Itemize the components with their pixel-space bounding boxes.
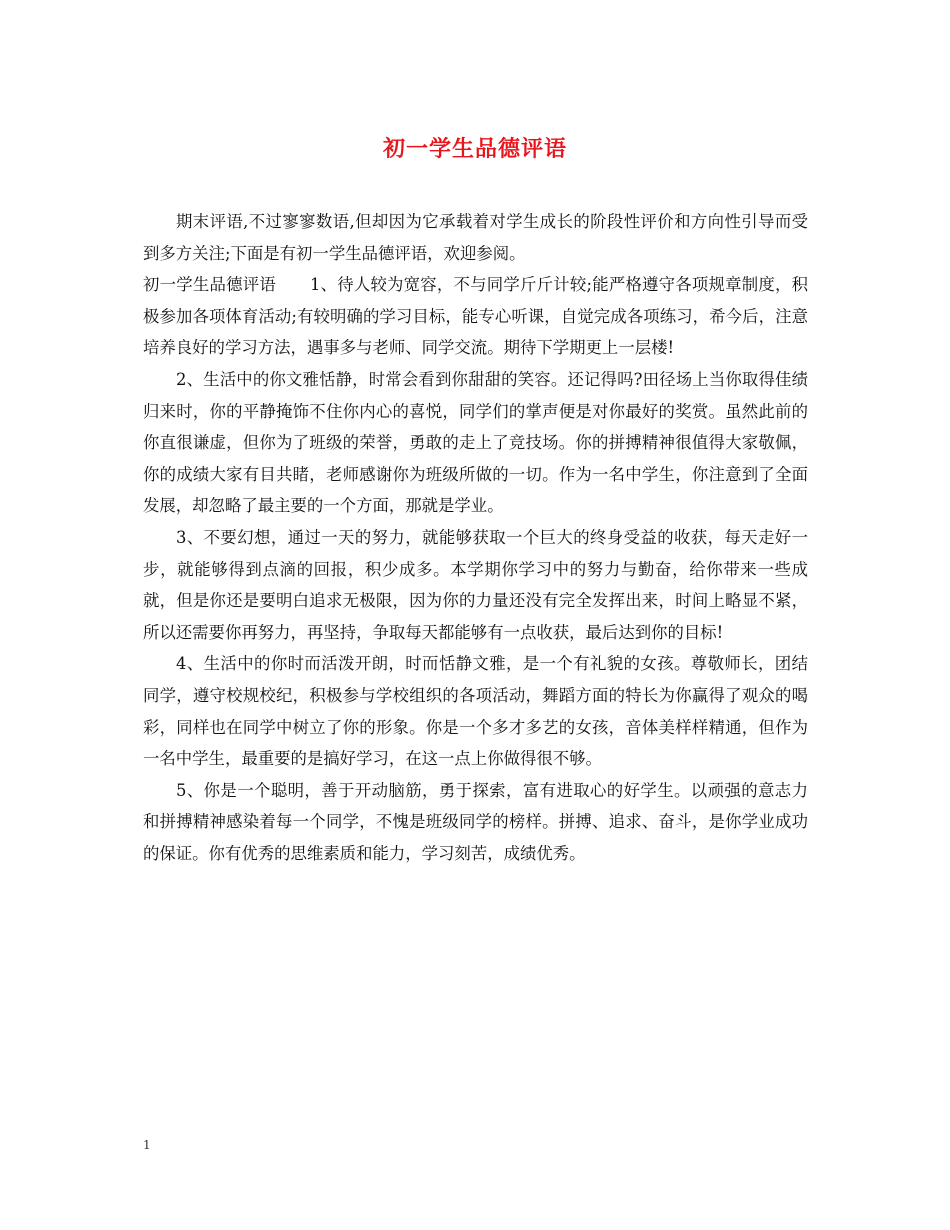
intro-paragraph: 期末评语,不过寥寥数语,但却因为它承载着对学生成长的阶段性评价和方向性引导而受到多方关注;下面是有初一学生品德评语，欢迎参阅。 — [143, 212, 808, 263]
comment-2: 2、生活中的你文雅恬静，时常会看到你甜甜的笑容。还记得吗?田径场上当你取得佳绩归来时，你的平静掩饰不住你内心的喜悦，同学们的掌声便是对你最好的奖赏。虽然此前的你直很谦虚，但你为了班级的荣誉，勇敢的走上了竞技场。你的拼搏精神很值得大家敬佩，你的成绩大家有目共睹，老师感谢你为班级所做的一切。作为一名中学生，你注意到了全面发展，却忽略了最主要的一个方面，那就是学业。 — [143, 369, 808, 516]
page-number: 1 — [143, 1138, 151, 1152]
comment-1: 1、待人较为宽容，不与同学斤斤计较;能严格遵守各项规章制度，积极参加各项体育活动;有较明确的学习目标，能专心听课，自觉完成各项练习，希今后，注意培养良好的学习方法，遇事多与老师、同学交流。期待下学期更上一层楼! — [143, 275, 808, 358]
section-paragraph-1 — [143, 269, 808, 364]
document-title: 初一学生品德评语 — [382, 136, 567, 162]
document-body — [143, 206, 808, 869]
comment-4: 4、生活中的你时而活泼开朗，时而恬静文雅，是一个有礼貌的女孩。尊敬师长，团结同学，遵守校规校纪，积极参与学校组织的各项活动，舞蹈方面的特长为你赢得了观众的喝彩，同样也在同学中树立了你的形象。你是一个多才多艺的女孩，音体美样样精通，但作为一名中学生，最重要的是搞好学习，在这一点上你做得很不够。 — [143, 654, 808, 769]
section-label: 初一学生品德评语 — [143, 275, 276, 295]
comment-5: 5、你是一个聪明，善于开动脑筋，勇于探索，富有进取心的好学生。以顽强的意志力和拼搏精神感染着每一个同学，不愧是班级同学的榜样。拼搏、追求、奋斗，是你学业成功的保证。你有优秀的思维素质和能力，学习刻苦，成绩优秀。 — [143, 780, 808, 863]
comment-3: 3、不要幻想，通过一天的努力，就能够获取一个巨大的终身受益的收获，每天走好一步，就能够得到点滴的回报，积少成多。本学期你学习中的努力与勤奋，给你带来一些成就，但是你还是要明白追求无极限，因为你的力量还没有完全发挥出来，时间上略显不紧，所以还需要你再努力，再坚持，争取每天都能够有一点收获，最后达到你的目标! — [143, 527, 808, 642]
